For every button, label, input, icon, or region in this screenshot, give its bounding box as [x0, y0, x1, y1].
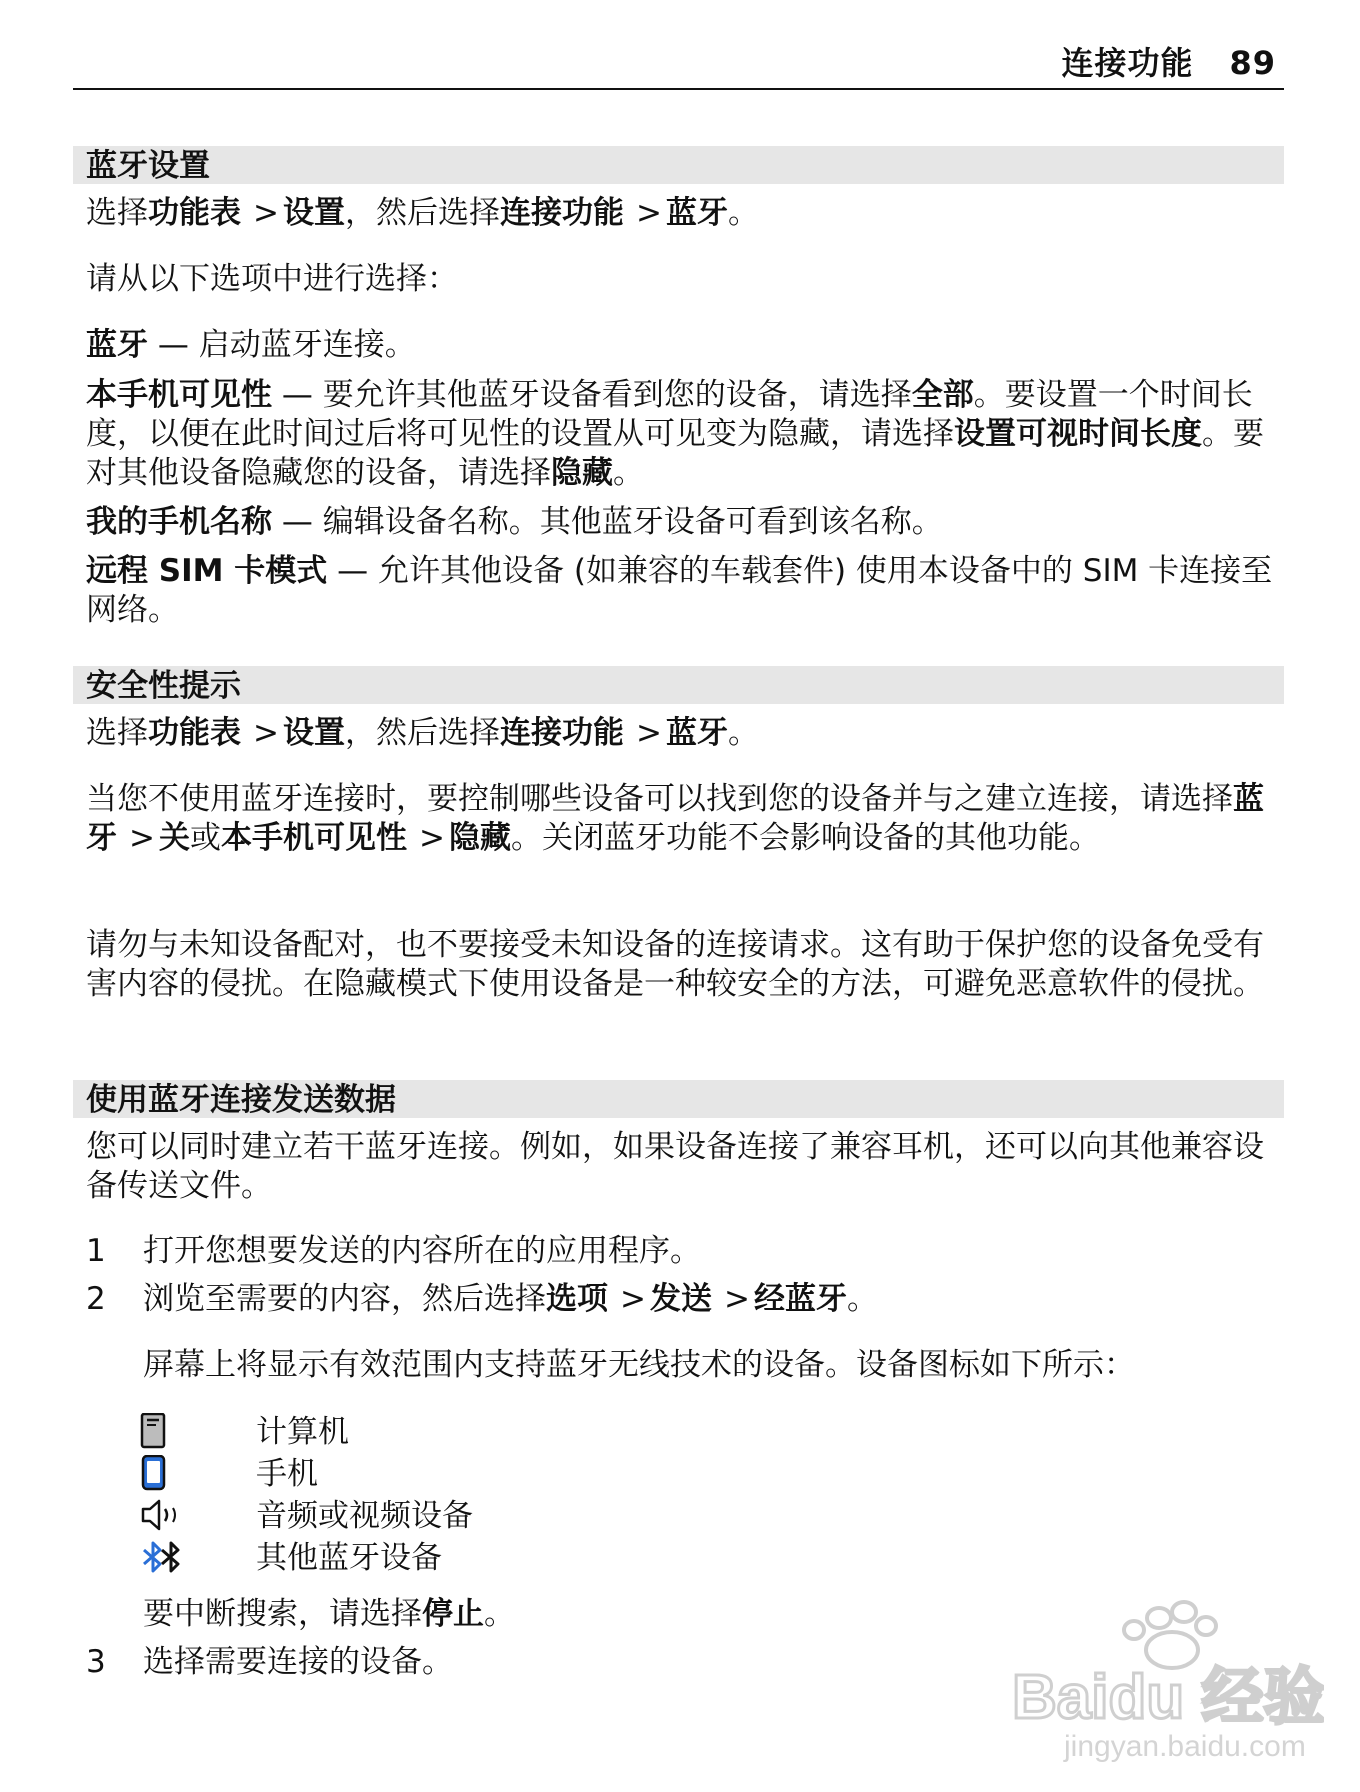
menu-path: 选择功能表 > 设置，然后选择连接功能 > 蓝牙。	[86, 715, 759, 751]
watermark-brand: Baidu 经验	[1012, 1663, 1324, 1732]
icon-label: 计算机	[256, 1414, 349, 1450]
step-number: 3	[86, 1644, 106, 1680]
section-heading-bluetooth-settings: 蓝牙设置	[73, 146, 1284, 184]
path-link-menu: 功能表	[148, 195, 241, 231]
path-link-settings: 设置	[282, 195, 345, 231]
step-2-note: 屏幕上将显示有效范围内支持蓝牙无线技术的设备。设备图标如下所示：	[143, 1347, 1135, 1383]
speaker-icon	[140, 1497, 182, 1535]
watermark-url: jingyan.baidu.com	[1064, 1730, 1306, 1763]
option-visibility: 本手机可见性 — 要允许其他蓝牙设备看到您的设备，请选择全部。要设置一个时间长度，以便在此时间过后将可见性的设置从可见变为隐藏，请选择设置可视时间长度。要对其他设备隐藏您的设备，请选择隐藏。	[86, 377, 1264, 491]
page-header	[73, 36, 1284, 90]
section-heading-send-data: 使用蓝牙连接发送数据	[73, 1080, 1284, 1118]
header-title: 连接功能	[1061, 44, 1194, 82]
option-term: 我的手机名称	[86, 504, 272, 540]
step-1-text: 打开您想要发送的内容所在的应用程序。	[143, 1233, 701, 1269]
icon-label: 其他蓝牙设备	[256, 1540, 442, 1576]
option-term: 本手机可见性	[86, 377, 272, 413]
option-remote-sim: 远程 SIM 卡模式 — 允许其他设备 (如兼容的车载套件) 使用本设备中的 SIM 卡连接至网络。	[86, 553, 1273, 628]
options-intro: 请从以下选项中进行选择：	[86, 261, 458, 297]
step-number: 2	[86, 1281, 106, 1317]
section-heading-security-tips: 安全性提示	[73, 666, 1284, 704]
menu-path: 选择功能表 > 设置，然后选择连接功能 > 蓝牙。	[86, 195, 759, 231]
step-number: 1	[86, 1233, 106, 1269]
baidu-watermark	[994, 1590, 1324, 1774]
option-term: 蓝牙	[86, 327, 148, 363]
icon-label: 音频或视频设备	[256, 1498, 473, 1534]
path-link-bluetooth: 蓝牙	[665, 195, 728, 231]
icon-label: 手机	[256, 1456, 318, 1492]
bluetooth-icon	[140, 1539, 184, 1577]
step-2-text: 浏览至需要的内容，然后选择选项 > 发送 > 经蓝牙。	[143, 1281, 878, 1317]
security-paragraph-2: 请勿与未知设备配对，也不要接受未知设备的连接请求。这有助于保护您的设备免受有害内容的侵扰。在隐藏模式下使用设备是一种较安全的方法，可避免恶意软件的侵扰。	[86, 927, 1264, 1002]
send-intro: 您可以同时建立若干蓝牙连接。例如，如果设备连接了兼容耳机，还可以向其他兼容设备传送文件。	[86, 1129, 1264, 1204]
path-link-connectivity: 连接功能	[499, 195, 624, 231]
step-3-text: 选择需要连接的设备。	[143, 1644, 453, 1680]
option-term: 远程 SIM 卡模式	[86, 553, 328, 589]
option-bluetooth: 蓝牙 — 启动蓝牙连接。	[86, 327, 416, 363]
phone-icon	[140, 1455, 168, 1493]
option-phone-name: 我的手机名称 — 编辑设备名称。其他蓝牙设备可看到该名称。	[86, 504, 943, 540]
computer-icon	[140, 1413, 168, 1451]
page-number: 89	[1229, 44, 1276, 82]
security-paragraph-1: 当您不使用蓝牙连接时，要控制哪些设备可以找到您的设备并与之建立连接，请选择蓝牙 > 关或本手机可见性 > 隐藏。关闭蓝牙功能不会影响设备的其他功能。	[86, 781, 1264, 856]
stop-search-text: 要中断搜索，请选择停止。	[143, 1596, 515, 1632]
